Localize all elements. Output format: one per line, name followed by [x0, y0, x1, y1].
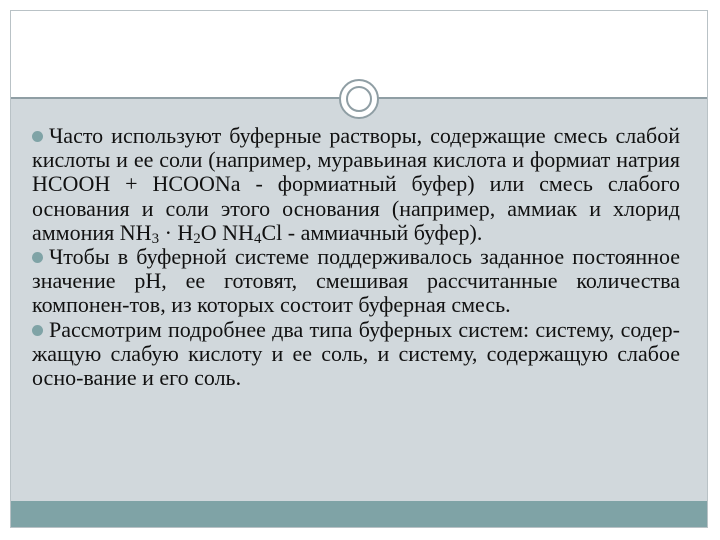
bullet-3-text: Рассмотрим подробнее два типа буферных систем: систему, содер-жащую слабую кислоту и ее соль, и систему, содержащую слабое осно-вание и его соль.	[32, 316, 680, 391]
bottom-bar	[11, 501, 707, 527]
circle-ornament-inner	[346, 86, 372, 112]
bullet-icon	[32, 131, 43, 142]
bullet-1-text-a: Часто используют буферные растворы, содержащие смесь слабой кислоты и ее соли (например, муравьиная кислота и формиат натрия НСООН + НСООNa - формиатный буфер) или смесь слабого основания и соли этого основания (например, аммиак и хлорид аммония NH	[32, 123, 680, 245]
bullet-1-text-d: Cl - аммиачный буфер).	[261, 219, 483, 245]
subscript-3: 3	[151, 230, 160, 247]
bullet-paragraph-2	[32, 245, 680, 318]
bullet-icon	[32, 252, 43, 263]
bullet-paragraph-3	[32, 318, 680, 391]
bullet-1-text-b: · H	[159, 219, 194, 245]
subscript-2: 2	[193, 230, 201, 247]
circle-ornament-icon	[339, 79, 379, 119]
bullet-icon	[32, 325, 43, 336]
bullet-paragraph-1	[32, 124, 680, 245]
slide-content	[32, 124, 680, 390]
bullet-2-text: Чтобы в буферной системе поддерживалось заданное постоянное значение рН, ее готовят, смешивая рассчитанные количества компонен-тов, из которых состоит буферная смесь.	[32, 244, 680, 318]
subscript-4: 4	[253, 230, 262, 247]
bullet-1-text-c: O NH	[200, 219, 254, 245]
